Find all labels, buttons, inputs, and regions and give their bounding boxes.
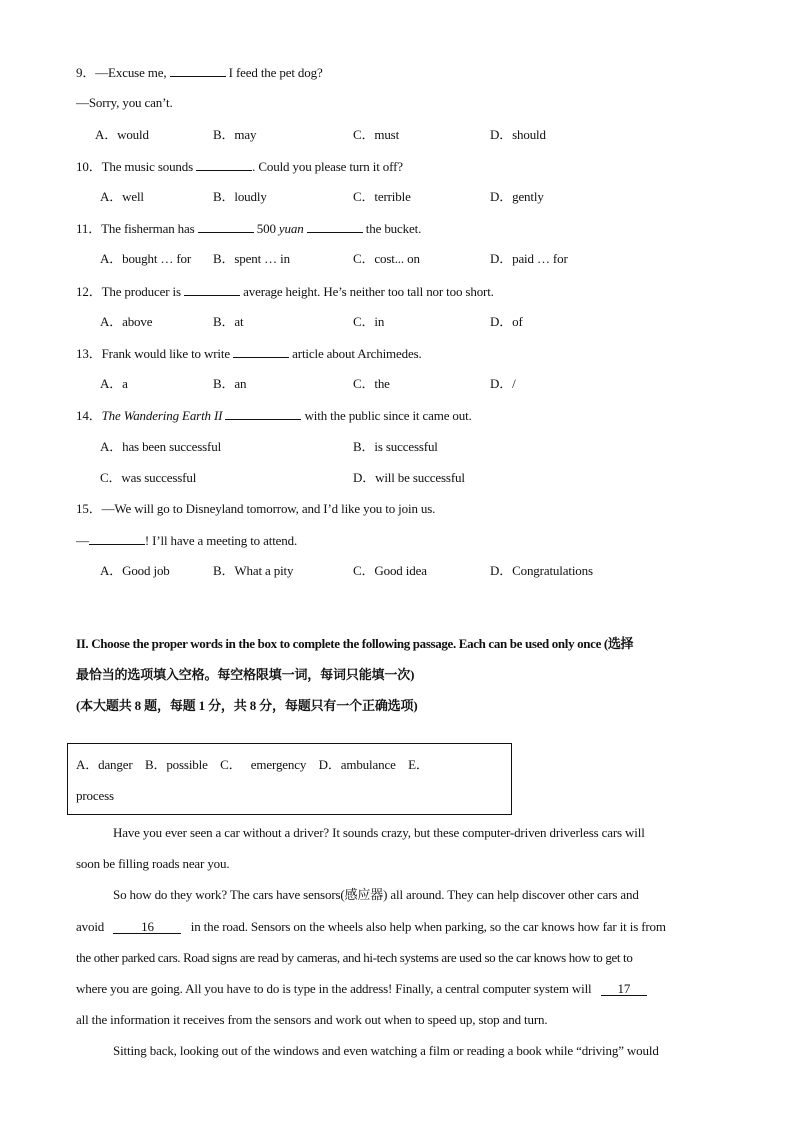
question-15 bbox=[76, 501, 435, 517]
answer-blank bbox=[233, 345, 289, 358]
option-b: B．loudly bbox=[213, 189, 267, 204]
option-d: D．should bbox=[490, 127, 546, 142]
option-b: B．What a pity bbox=[213, 563, 294, 578]
option-a: A．well bbox=[100, 189, 144, 204]
option-a: A．above bbox=[100, 314, 153, 329]
option-b: B．may bbox=[213, 127, 257, 142]
passage-line: all the information it receives from the sensors and work out when to speed up, stop and turn. bbox=[76, 1012, 548, 1027]
word-box-options: A．danger B．possible C． emergency D．ambulance E． bbox=[76, 757, 429, 772]
option-d: D．gently bbox=[490, 189, 544, 204]
answer-blank bbox=[170, 64, 226, 77]
option-c: C．Good idea bbox=[353, 563, 427, 578]
question-10 bbox=[76, 158, 403, 175]
question-text: The producer is bbox=[101, 284, 184, 299]
option-a: A．bought … for bbox=[100, 251, 192, 266]
section-scoring-note: (本大题共 8 题，每题 1 分，共 8 分，每题只有一个正确选项) bbox=[76, 698, 418, 713]
passage-line-blank-17 bbox=[76, 981, 647, 997]
section-heading: II. Choose the proper words in the box to complete the following passage. Each can be used only once (选择 bbox=[76, 636, 634, 651]
section-heading-cn: 最恰当的选项填入空格。每空格限填一词，每词只能填一次) bbox=[76, 667, 415, 682]
question-15-reply bbox=[76, 532, 297, 549]
option-d: D．Congratulations bbox=[490, 563, 593, 578]
question-number: 15． bbox=[76, 501, 102, 516]
answer-blank bbox=[307, 220, 363, 233]
passage-line: Have you ever seen a car without a driver? It sounds crazy, but these computer-driven driverless cars will bbox=[113, 825, 645, 840]
question-number: 11． bbox=[76, 221, 102, 236]
answer-blank bbox=[198, 220, 254, 233]
question-number: 14． bbox=[76, 408, 102, 423]
passage-text: in the road. Sensors on the wheels also help when parking, so the car knows how far it is from bbox=[190, 919, 666, 934]
answer-blank bbox=[184, 283, 240, 296]
option-c: C．must bbox=[353, 127, 400, 142]
option-c: C．cost... on bbox=[353, 251, 420, 266]
answer-blank bbox=[196, 158, 252, 171]
question-12 bbox=[76, 283, 494, 300]
option-a: A．has been successful bbox=[100, 439, 222, 454]
word-box bbox=[67, 743, 512, 815]
question-9 bbox=[76, 64, 323, 81]
option-c: C．in bbox=[353, 314, 385, 329]
answer-blank bbox=[225, 407, 301, 420]
question-text: The fisherman has bbox=[101, 221, 198, 236]
passage-line: Sitting back, looking out of the windows and even watching a film or reading a book while “driving” would bbox=[113, 1043, 659, 1058]
question-text: with the public since it came out. bbox=[301, 408, 472, 423]
dash: — bbox=[76, 533, 89, 548]
word-box-options-cont: process bbox=[76, 788, 114, 803]
option-a: A．Good job bbox=[100, 563, 170, 578]
option-b: B．at bbox=[213, 314, 244, 329]
option-d: D．of bbox=[490, 314, 523, 329]
question-text: article about Archimedes. bbox=[289, 346, 422, 361]
option-c: C．was successful bbox=[100, 470, 197, 485]
question-text: the bucket. bbox=[362, 221, 422, 236]
question-text: —We will go to Disneyland tomorrow, and I’d like you to join us. bbox=[101, 501, 436, 516]
option-b: B．an bbox=[213, 376, 247, 391]
answer-blank bbox=[89, 532, 145, 545]
blank-17: 17 bbox=[601, 982, 647, 996]
question-text: . Could you please turn it off? bbox=[252, 159, 403, 174]
question-text: Frank would like to write bbox=[101, 346, 234, 361]
question-text: —Excuse me, bbox=[95, 65, 170, 80]
question-number: 10． bbox=[76, 159, 102, 174]
question-number: 9． bbox=[76, 65, 96, 80]
passage-line: the other parked cars. Road signs are read by cameras, and hi-tech systems are used so the car knows how to get to bbox=[76, 950, 633, 965]
question-14 bbox=[76, 407, 472, 424]
question-text: average height. He’s neither too tall nor too short. bbox=[240, 284, 494, 299]
option-b: B．is successful bbox=[353, 439, 438, 454]
question-9-reply: —Sorry, you can’t. bbox=[76, 95, 173, 110]
option-d: D．will be successful bbox=[353, 470, 465, 485]
question-number: 12． bbox=[76, 284, 102, 299]
question-11 bbox=[76, 220, 421, 237]
passage-text: avoid bbox=[76, 919, 105, 934]
blank-16: 16 bbox=[113, 920, 181, 934]
passage-text: where you are going. All you have to do is type in the address! Finally, a central computer system will bbox=[76, 981, 592, 996]
option-d: D．/ bbox=[490, 376, 516, 391]
passage-line: So how do they work? The cars have sensors(感应器) all around. They can help discover other cars and bbox=[113, 887, 639, 902]
movie-title: The Wandering Earth II bbox=[101, 408, 223, 423]
question-13 bbox=[76, 345, 422, 362]
question-text: I feed the pet dog? bbox=[225, 65, 323, 80]
option-a: A．a bbox=[100, 376, 128, 391]
question-number: 13． bbox=[76, 346, 102, 361]
passage-line-blank-16 bbox=[76, 919, 718, 935]
option-d: D．paid … for bbox=[490, 251, 568, 266]
option-c: C．terrible bbox=[353, 189, 411, 204]
option-a: A．would bbox=[95, 127, 149, 142]
option-c: C．the bbox=[353, 376, 390, 391]
question-text: The music sounds bbox=[101, 159, 197, 174]
question-text: 500 bbox=[253, 221, 279, 236]
currency-word: yuan bbox=[278, 221, 304, 236]
question-text: ! I’ll have a meeting to attend. bbox=[144, 533, 298, 548]
option-b: B．spent … in bbox=[213, 251, 290, 266]
passage-line: soon be filling roads near you. bbox=[76, 856, 230, 871]
